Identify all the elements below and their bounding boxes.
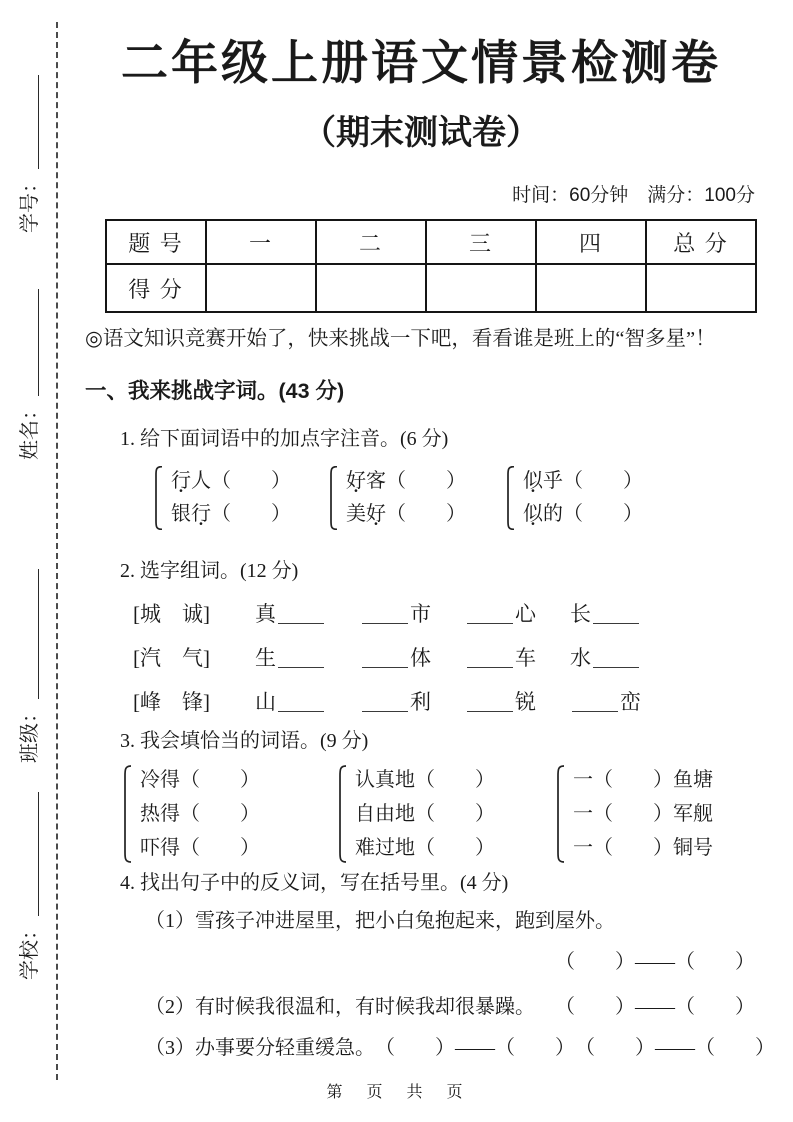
left-brace-icon xyxy=(153,466,163,530)
q1-group-si xyxy=(505,465,643,531)
q2-fill-item: 市 xyxy=(360,599,465,629)
dotted-char: 好 xyxy=(346,470,366,492)
left-brace-icon xyxy=(337,765,347,863)
name-label: 姓名： xyxy=(19,400,41,460)
fill-blank xyxy=(278,653,324,668)
q2-row-qi xyxy=(120,643,757,673)
sidebar-field-student-id xyxy=(16,73,44,233)
q1-group-hao xyxy=(328,465,466,531)
class-label: 班级： xyxy=(19,703,41,763)
q4-item-2-answer: （ ）——（ ） xyxy=(555,996,755,1018)
q2-row-feng xyxy=(120,687,757,717)
q2-fill-item: 体 xyxy=(360,643,465,673)
score-cell-4 xyxy=(536,264,646,312)
fill-blank xyxy=(362,697,408,712)
q4-item-3-number: （3） xyxy=(145,1037,195,1059)
section1-heading: 一、我来挑战字词。(43 分) xyxy=(85,379,345,403)
q3-groups-row xyxy=(120,763,757,867)
q3-phrase: 一（ ）军舰 xyxy=(573,803,713,825)
time-score-info: 时间：60分钟 满分：100分 xyxy=(512,185,755,206)
left-brace-icon xyxy=(505,466,515,530)
q1-word-top: 好客（ ） xyxy=(346,470,466,492)
name-blank-line xyxy=(38,289,39,396)
score-table-score-row xyxy=(106,264,756,312)
q1-word-top: 行人（ ） xyxy=(171,470,291,492)
fill-blank xyxy=(572,697,618,712)
q3-phrase: 一（ ）铜号 xyxy=(573,837,713,859)
q2-fill-item: 真 xyxy=(255,599,360,629)
left-brace-icon xyxy=(122,765,132,863)
q1-word-top: 似乎（ ） xyxy=(523,470,643,492)
q4-title: 4. 找出句子中的反义词，写在括号里。(4 分) xyxy=(120,872,509,894)
dotted-char: 行 xyxy=(171,470,191,492)
q4-item-2-sentence: 有时候我很温和，有时候我却很暴躁。 xyxy=(195,996,535,1018)
q3-title: 3. 我会填恰当的词语。(9 分) xyxy=(120,730,369,752)
q2-fill-item: 长 xyxy=(570,599,675,629)
header-cell-question-no: 题 号 xyxy=(106,220,206,264)
q1-word-bottom: 美好（ ） xyxy=(346,503,466,525)
q1-group-hang xyxy=(153,465,291,531)
score-row-label: 得 分 xyxy=(106,264,206,312)
page-footer: 第 页 共 页 xyxy=(326,1084,467,1101)
q2-fill-item: 利 xyxy=(360,687,465,717)
q4-item-2-number: （2） xyxy=(145,996,195,1018)
q2-choice-chars: [峰 锋] xyxy=(133,690,210,714)
class-blank-line xyxy=(38,569,39,699)
q4-item-3-answer: （ ）——（ ） （ ）——（ ） xyxy=(375,1037,775,1059)
q3-group-di xyxy=(337,763,495,865)
q3-phrase: 认真地（ ） xyxy=(355,769,495,791)
student-id-blank-line xyxy=(38,75,39,169)
q1-title: 1. 给下面词语中的加点字注音。(6 分) xyxy=(120,428,449,450)
fill-blank xyxy=(467,609,513,624)
score-cell-2 xyxy=(316,264,426,312)
score-cell-3 xyxy=(426,264,536,312)
q2-fill-item: 锐 xyxy=(465,687,570,717)
school-label: 学校： xyxy=(19,920,41,980)
header-cell-3: 三 xyxy=(426,220,536,264)
q3-phrase: 一（ ）鱼塘 xyxy=(573,769,713,791)
sidebar-field-name xyxy=(16,287,44,460)
header-cell-1: 一 xyxy=(206,220,316,264)
q4-item-1-answer: （ ）——（ ） xyxy=(555,951,755,973)
fill-blank xyxy=(362,609,408,624)
fill-blank xyxy=(467,653,513,668)
page-title: 二年级上册语文情景检测卷 xyxy=(121,36,721,89)
q2-title: 2. 选字组词。(12 分) xyxy=(120,560,299,582)
q2-fill-item: 水 xyxy=(570,643,675,673)
score-table-header-row xyxy=(106,220,756,264)
q2-fill-item: 峦 xyxy=(570,687,675,717)
q3-phrase: 冷得（ ） xyxy=(140,769,260,791)
exam-content xyxy=(85,0,775,1063)
dotted-char: 好 xyxy=(366,503,386,525)
q4-item-1-sentence: 雪孩子冲进屋里，把小白兔抱起来，跑到屋外。 xyxy=(195,910,615,932)
q4-item-2 xyxy=(145,993,757,1022)
fill-blank xyxy=(278,609,324,624)
fill-blank xyxy=(362,653,408,668)
q1-groups-row xyxy=(120,463,757,549)
intro-text: ◎语文知识竞赛开始了，快来挑战一下吧，看看谁是班上的“智多星”！ xyxy=(85,328,716,350)
score-cell-total xyxy=(646,264,756,312)
q2-row-cheng xyxy=(120,599,757,629)
q3-phrase: 自由地（ ） xyxy=(355,803,495,825)
left-brace-icon xyxy=(328,466,338,530)
q3-phrase: 难过地（ ） xyxy=(355,837,495,859)
dotted-char: 似 xyxy=(523,470,543,492)
score-table xyxy=(105,219,757,313)
header-cell-4: 四 xyxy=(536,220,646,264)
student-id-label: 学号： xyxy=(19,173,41,233)
q1-word-bottom: 银行（ ） xyxy=(171,503,291,525)
header-cell-2: 二 xyxy=(316,220,426,264)
q2-fill-item: 心 xyxy=(465,599,570,629)
fill-blank xyxy=(593,609,639,624)
q4-item-3 xyxy=(145,1034,775,1063)
q4-item-1 xyxy=(145,907,757,936)
q2-fill-item: 车 xyxy=(465,643,570,673)
q2-choice-chars: [汽 气] xyxy=(133,646,210,670)
left-brace-icon xyxy=(555,765,565,863)
fill-blank xyxy=(467,697,513,712)
q3-group-liangci xyxy=(555,763,713,865)
q2-fill-item: 山 xyxy=(255,687,360,717)
sidebar-field-school xyxy=(16,790,44,980)
dashed-cut-line xyxy=(56,22,58,1080)
q3-group-de xyxy=(122,763,260,865)
page-subtitle: （期末测试卷） xyxy=(302,114,540,152)
header-cell-total: 总 分 xyxy=(646,220,756,264)
q4-item-1-number: （1） xyxy=(145,910,195,932)
fill-blank xyxy=(278,697,324,712)
score-cell-1 xyxy=(206,264,316,312)
q3-phrase: 热得（ ） xyxy=(140,803,260,825)
fill-blank xyxy=(593,653,639,668)
q2-choice-chars: [城 诚] xyxy=(133,602,210,626)
q2-fill-item: 生 xyxy=(255,643,360,673)
q1-word-bottom: 似的（ ） xyxy=(523,503,643,525)
q3-phrase: 吓得（ ） xyxy=(140,837,260,859)
q4-item-3-sentence: 办事要分轻重缓急。 xyxy=(195,1037,375,1059)
sidebar-field-class xyxy=(16,567,44,763)
school-blank-line xyxy=(38,792,39,916)
dotted-char: 似 xyxy=(523,503,543,525)
dotted-char: 行 xyxy=(191,503,211,525)
